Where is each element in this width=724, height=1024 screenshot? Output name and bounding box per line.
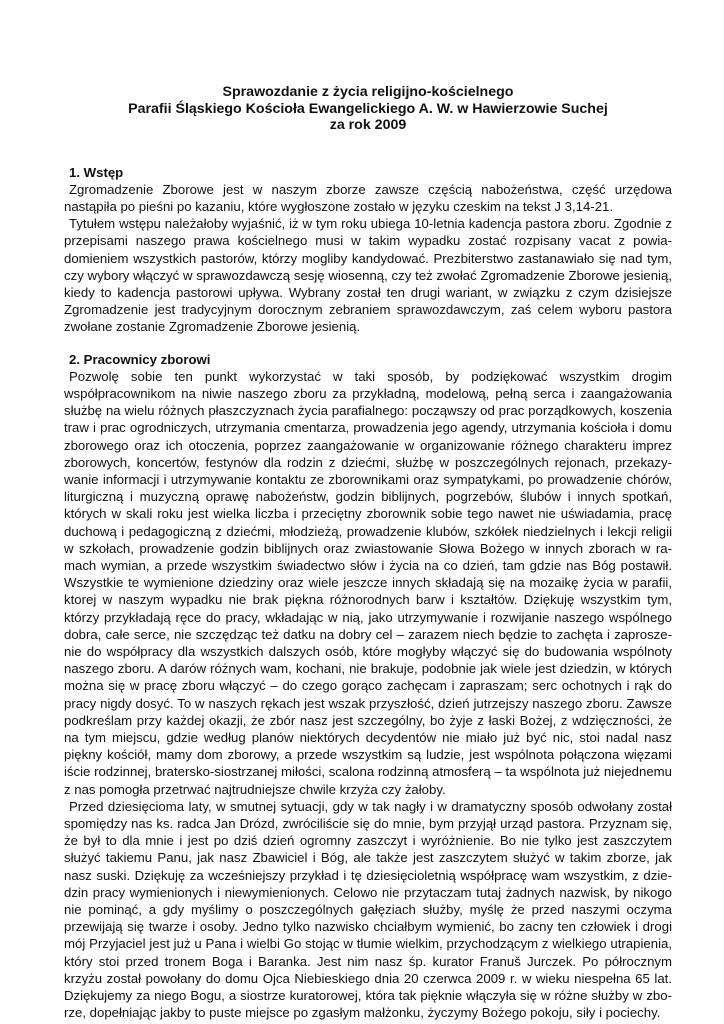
section-wstep <box>64 164 672 336</box>
paragraph: Przed dziesięcioma laty, w smutnej sytuacji, gdy w tak nagły i w dramatyczny sposób odwołany został spomiędzy nas ks. radca Jan Drózd, zwróciliście się do mnie, bym przyjął urząd pastora. Przyznam się, że był to dla mnie i jest po dziś dzień ogromny zaszczyt i wyróżnienie. Bo nie tylko jest zaszczytem służyć takiemu Panu, jak nasz Zbawiciel i Bóg, ale także jest zaszczytem służyć w takim zborze, jak nasz suski. Dziękuję za wcześniejszy przykład i tę dziesięcioletnią współpracę wam wszystkim, z dziedzin pracy wymienionych i niewymienionych. Celowo nie przytaczam tutaj żadnych nazwisk, by nikogo nie pominąć, a gdy myślimy o poszczególnych gałęziach służby, myślę że przed naszymi oczyma przewijają się twarze i osoby. Jedno tylko nazwisko chciałbym wymienić, bo zacny ten człowiek i drogi mój Przyjaciel jest już u Pana i wielbi Go stojąc w tłumie wielkim, przychodzącym z wielkiego utrapienia, który stoi przed tronem Boga i Baranka. Jest nim nasz śp. kurator Franuš Jurczek. Po półrocznym krzyżu został powołany do domu Ojca Niebieskiego dnia 20 czerwca 2009 r. w wieku niespełna 65 lat. Dziękujemy za niego Bogu, a siostrze kuratorowej, która tak pięknie włączyła się w różne służby w zborze, dopełniając jakby to puste miejsce po zgasłym małżonku, życzymy Bożego pokoju, siły i pociechy. <box>64 798 672 1021</box>
title-line-1: Sprawozdanie z życia religijno-kościelnego <box>222 84 514 100</box>
title-line-2: Parafii Śląskiego Kościoła Ewangelickiego A. W. w Hawierzowie Suchej <box>128 100 608 117</box>
section-heading: 2. Pracownicy zborowi <box>69 351 211 367</box>
paragraph: Pozwolę sobie ten punkt wykorzystać w taki sposób, by podziękować wszystkim drogim współpracownikom na niwie naszego zboru za przykładną, modelową, pełną serca i zaangażowania służbę na wielu różnych płaszczyznach życia parafialnego: począwszy od prac porządkowych, koszenia traw i prac ogrodniczych, utrzymania cmentarza, prowadzenia jego agendy, utrzymania kościoła i domu zborowego oraz ich otoczenia, poprzez zaangażowanie w organizowanie różnego charakteru imprez zborowych, koncertów, festynów dla rodzin z dziećmi, służbę w poszczególnych rejonach, przekazywanie informacji i utrzymywanie kontaktu ze zborownikami oraz sympatykami, po prowadzenie chórów, liturgiczną i muzyczną oprawę nabożeństw, godzin biblijnych, pogrzebów, ślubów i innych spotkań, których w skali roku jest wielka liczba i przeciętny zborownik sobie tego nawet nie uświadamia, pracę duchową i pedagogiczną z dziećmi, młodzieżą, prowadzenie klubów, szkółek niedzielnych i lekcji religii w szkołach, prowadzenie godzin biblijnych oraz zwiastowanie Słowa Bożego w innych zborach w ramach wymian, a przede wszystkim świadectwo słów i życia na co dzień, tam gdzie nas Bóg postawił. Wszystkie te wymienione dziedziny oraz wiele jeszcze innych składają się na mozaikę życia w parafii, ktorej w naszym wypadku nie brak piękna różnorodnych barw i kształtów. Dziękuję wszystkim tym, którzy przykładają ręce do pracy, wkładając w nią, jako utrzymywanie i rozwijanie naszego wspólnego dobra, całe serce, nie szczędząc też datku na dobry cel – zarazem niech będzie to zachęta i zaproszenie do współpracy dla wszystkich dalszych osób, które mogłyby włączyć się do budowania wspólnoty naszego zboru. A darów różnych wam, kochani, nie brakuje, podobnie jak wiele jest dziedzin, w których można się w pracę zboru włączyć – do czego gorąco zachęcam i zapraszam; serc ochotnych i rąk do pracy nigdy dosyć. To w naszych rękach jest wszak przyszłość, dzień jutrzejszy naszego zboru. Zawsze podkreślam przy każdej okazji, że zbór nasz jest szczególny, bo żyje z łaski Bożej, z wdzięczności, że na tym miejscu, gdzie według planów niektórych decydentów nie miało już być nic, stoi nadal nasz piękny kościół, mamy dom zborowy, a przede wszystkim są ludzie, jest wspólnota połączona więzami iście rodzinnej, bratersko-siostrzanej miłości, scalona rodzinną atmosferą – ta wspólnota już niejednemu z nas pomogła przetrwać najtrudniejsze chwile krzyża czy żałoby. <box>64 368 672 797</box>
section-heading: 1. Wstęp <box>69 164 124 180</box>
document-title <box>64 84 672 134</box>
document-page <box>64 84 672 1021</box>
paragraph: Zgromadzenie Zborowe jest w naszym zborze zawsze częścią nabożeństwa, część urzędowa nastąpiła po pieśni po kazaniu, które wygłoszone zostało w języku czeskim na tekst J 3,14-21. <box>64 181 672 214</box>
paragraph: Tytułem wstępu należałoby wyjaśnić, iż w tym roku ubiega 10-letnia kadencja pastora zboru. Zgodnie z przepisami naszego prawa kościelnego musi w takim wypadku zostać rozpisany vacat z powiadomieniem wszystkich pastorów, którzy mogliby kandydować. Prezbiterstwo zastanawiało się nad tym, czy wybory włączyć w sprawozdawczą sesję wiosenną, czy też zwołać Zgromadzenie Zborowe jesienią, kiedy to kadencja pastorowi upływa. Wybrany został ten drugi wariant, w związku z czym dzisiejsze Zgromadzenie jest tradycyjnym dorocznym zebraniem sprawozdawczym, zaś celem wyboru pastora zwołane zostanie Zgromadzenie Zborowe jesienią. <box>64 216 672 335</box>
section-pracownicy-zborowi <box>64 351 672 1022</box>
title-line-3: za rok 2009 <box>329 117 407 133</box>
